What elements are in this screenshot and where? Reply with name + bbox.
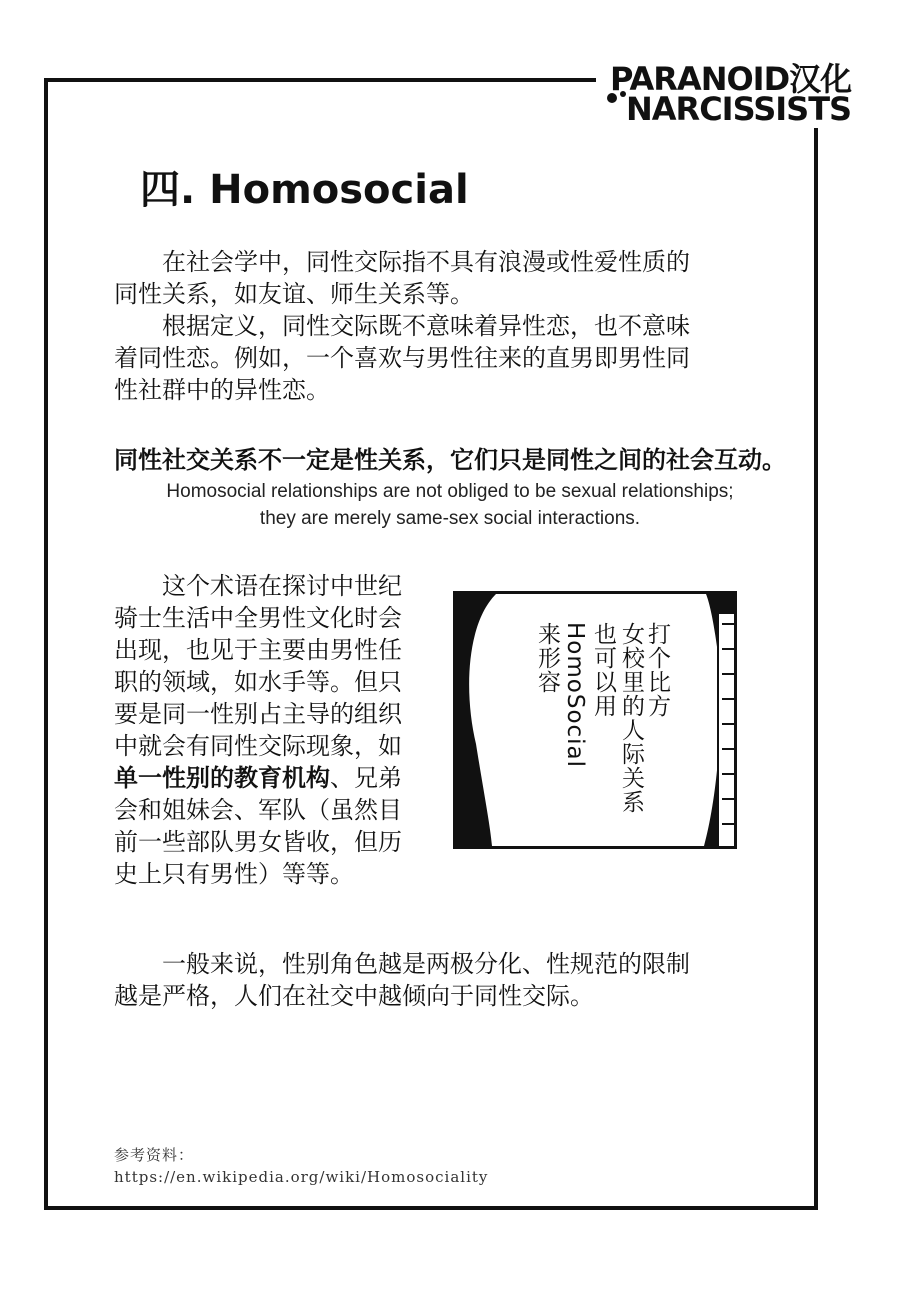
panel-text-column: 也可以用 — [590, 622, 616, 718]
paragraph-line — [114, 762, 444, 794]
references-url: https://en.wikipedia.org/wiki/Homosociality — [114, 1168, 489, 1186]
paragraph-line: 一般来说，性别角色越是两极分化、性规范的限制 — [162, 950, 690, 978]
paragraph-line: 骑士生活中全男性文化时会 — [114, 604, 402, 632]
paragraph-line: 越是严格，人们在社交中越倾向于同性交际。 — [114, 982, 594, 1010]
paragraph-conclusion — [114, 948, 774, 1012]
paragraph-line: 史上只有男性）等等。 — [114, 860, 354, 888]
paragraph-definition — [114, 246, 754, 406]
paragraph-line: 中就会有同性交际现象，如 — [114, 732, 402, 760]
frame-top-border — [44, 78, 596, 82]
paragraph-line: 同性关系，如友谊、师生关系等。 — [114, 280, 474, 308]
paragraph-line: 职的领域，如水手等。但只 — [114, 668, 402, 696]
english-note — [0, 478, 900, 532]
panel-text-column: 女校里的人际关系 — [618, 622, 644, 814]
panel-text-column: 来形容 — [534, 622, 560, 694]
paragraph-line: 出现，也见于主要由男性任 — [114, 636, 402, 664]
paragraph-line: 这个术语在探讨中世纪 — [162, 572, 402, 600]
frame-left-border — [44, 78, 48, 1210]
paragraph-line: 着同性恋。例如，一个喜欢与男性往来的直男即男性同 — [114, 344, 690, 372]
paragraph-line: 根据定义，同性交际既不意味着异性恋，也不意味 — [162, 312, 690, 340]
paragraph-line: 要是同一性别占主导的组织 — [114, 700, 402, 728]
logo-line2: NARCISSISTS — [626, 90, 852, 128]
group-logo — [606, 54, 856, 134]
paragraph-line: 前一些部队男女皆收，但历 — [114, 828, 402, 856]
paragraph-line: 在社会学中，同性交际指不具有浪漫或性爱性质的 — [162, 248, 690, 276]
paragraph-usage — [114, 570, 444, 890]
english-note-line: Homosocial relationships are not obliged to be sexual relationships; — [166, 481, 734, 502]
references — [114, 1144, 488, 1188]
paragraph-line-rest: 、兄弟 — [330, 764, 402, 792]
panel-text-column: HomoSocial — [562, 622, 588, 769]
logo-line1: PARANOID汉化 — [610, 60, 852, 98]
frame-bottom-border — [44, 1206, 818, 1210]
paragraph-line: 性社群中的异性恋。 — [114, 376, 330, 404]
section-title: 四. Homosocial — [140, 167, 469, 213]
paragraph-line: 会和姐妹会、军队（虽然目 — [114, 796, 402, 824]
panel-text-column: 打个比方 — [644, 622, 670, 718]
frame-right-border — [814, 128, 818, 1210]
references-label: 参考资料： — [114, 1146, 195, 1164]
english-note-line: they are merely same-sex social interactions. — [259, 508, 641, 529]
manga-panel — [453, 591, 737, 849]
bold-phrase: 单一性别的教育机构 — [114, 764, 330, 792]
highlight-statement: 同性社交关系不一定是性关系，它们只是同性之间的社会互动。 — [114, 446, 786, 474]
